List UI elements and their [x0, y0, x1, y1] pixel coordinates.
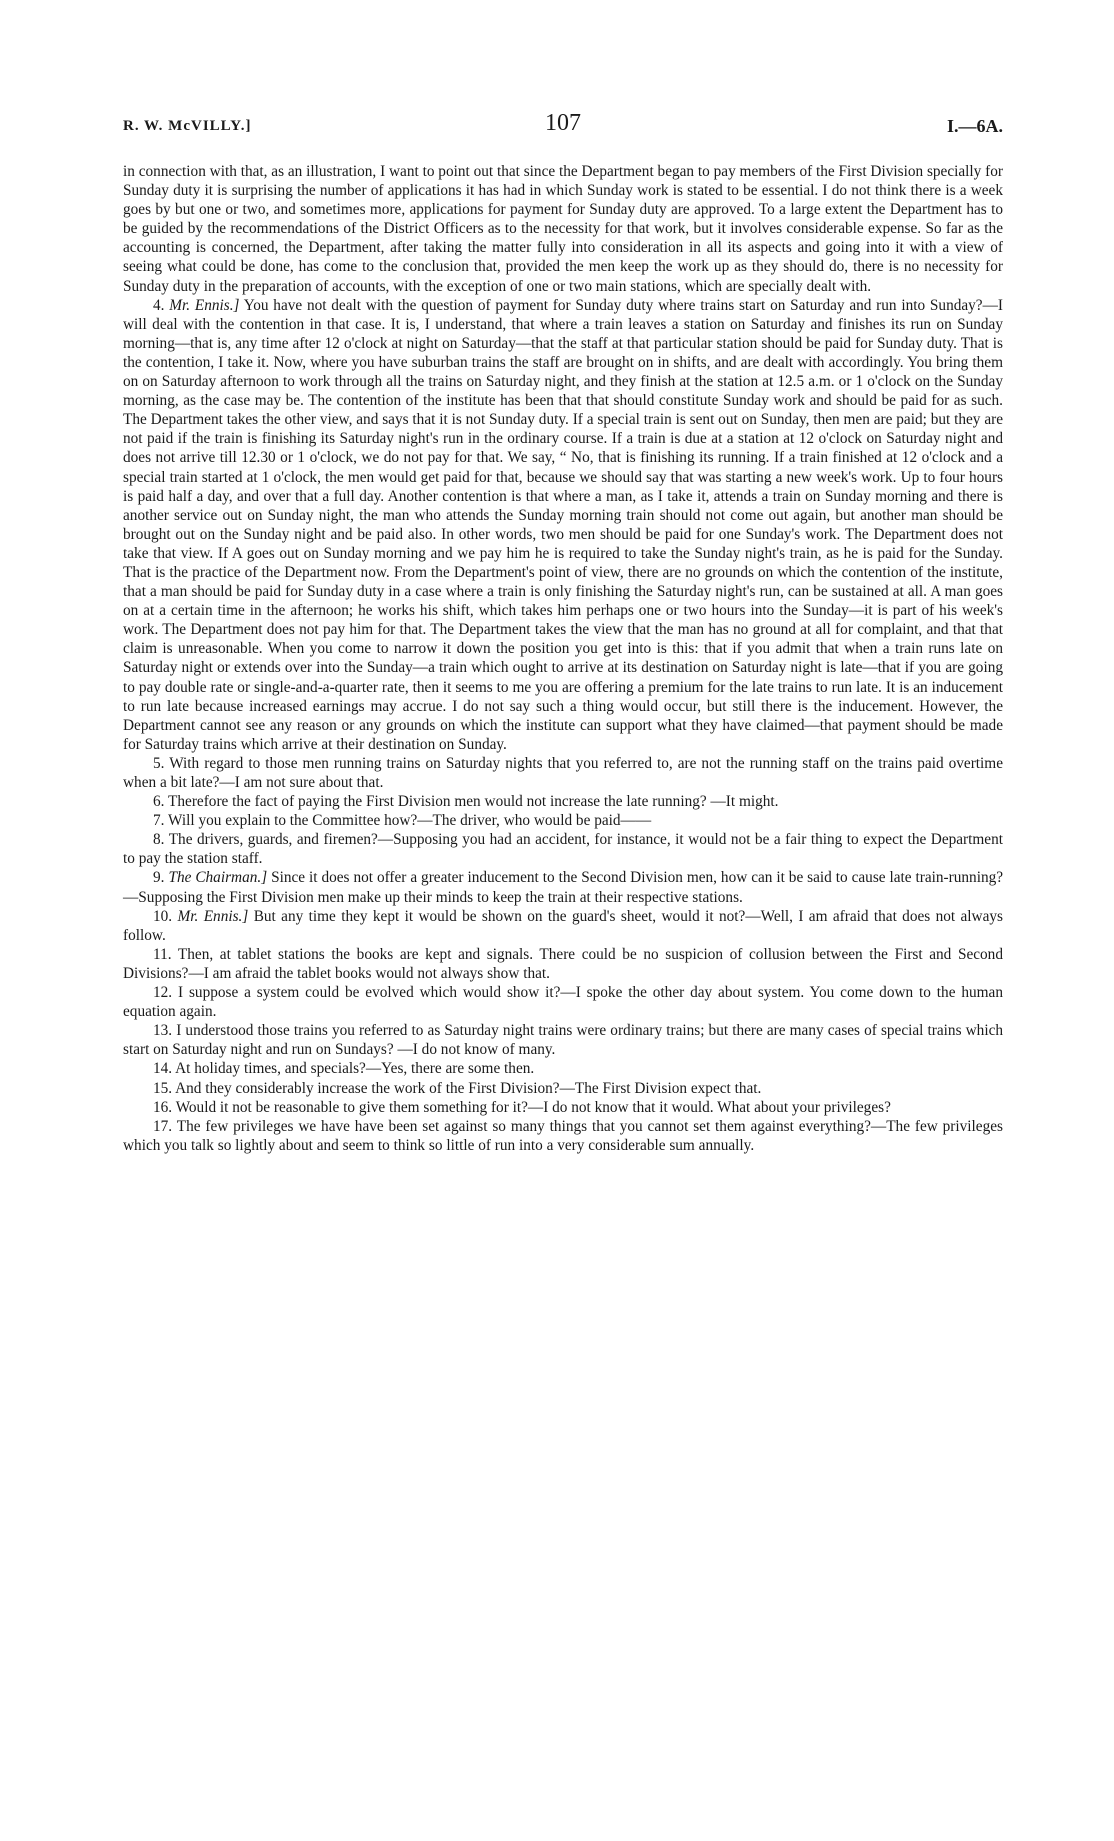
paragraph-text: With regard to those men running trains on Saturday nights that you referred to, are not the running staff on the trains paid overtime when a bit late?—I am not sure about that.	[123, 754, 1003, 791]
paragraph-text: in connection with that, as an illustration, I want to point out that since the Department began to pay members of the First Division specially for Sunday duty it is surprising the number of applications it has had in which Sunday work is stated to be essential. I do not think there is a week goes by but one or two, and sometimes more, applications for payment for Sunday duty are approved. To a large extent the Department has to be guided by the recommendations of the District Officers as to the necessity for that work, but it involves considerable expense. So far as the accounting is concerned, the Department, after taking the matter fully into consideration in all its aspects and going into it with a view of seeing what could be done, has come to the conclusion that, provided the men keep the work up as they should do, there is no necessity for Sunday duty in the preparation of accounts, with the exception of one or two main stations, which are specially dealt with.	[123, 163, 1003, 295]
paragraph-text: You have not dealt with the question of payment for Sunday duty where trains start on Saturday and run into Sunday?—I will deal with the contention in that case. It is, I understand, that where a train leaves a station on Saturday and finishes its run on Sunday morning—that is, any time after 12 o'clock at night on Saturday—that the staff at that particular station should be paid for Sunday duty. That is the contention, I take it. Now, where you have suburban trains the staff are brought on in shifts, and are dealt with accordingly. You bring them on on Saturday afternoon to work through all the trains on Saturday night, and they finish at the station at 12.5 a.m. or 1 o'clock on the Sunday morning, as the case may be. The contention of the institute has been that that should constitute Sunday work and should be paid for as such. The Department takes the other view, and says that it is not Sunday duty. If a special train is sent out on Sunday, then men are paid; but they are not paid if the train is finishing its Saturday night's run in the ordinary course. If a train is due at a station at 12 o'clock on Saturday night and does not arrive till 12.30 or 1 o'clock, we do not pay for that. We say, “ No, that is finishing its running. If a train finished at 12 o'clock and a special train started at 1 o'clock, the men would get paid for that, because we should say that was starting a new week's work. Up to four hours is paid half a day, and over that a full day. Another contention is that where a man, as I take it, attends a train on Sunday morning and there is another service out on Sunday night, the man who attends the Sunday morning train should not come out again, but another man should be brought out on the Sunday night and be paid also. In other words, two men should be paid for one Sunday's work. The Department does not take that view. If A goes out on Sunday morning and we pay him he is required to take the Sunday night's train, as he is paid for the Sunday. That is the practice of the Department now. From the Department's point of view, there are no grounds on which the contention of the institute, that a man should be paid for Sunday duty in a case where a train is only finishing the Saturday night's run, can be sustained at all. A man goes on at a certain time in the afternoon; he works his shift, which takes him perhaps one or two hours into the Sunday—it is part of his week's work. The Department does not pay him for that. The Department takes the view that the man has no ground at all for complaint, and that that claim is unreasonable. When you come to narrow it down the position you get into is this: that if you admit that when a train runs late on Saturday night or extends over into the Sunday—a train which ought to arrive at its destination on Saturday night is late—that if you are going to pay double rate or single-and-a-quarter rate, then it seems to me you are offering a premium for the late trains to run late. It is an inducement to run late because increased earnings may accrue. I do not say such a thing would occur, but still there is the inducement. However, the Department cannot see any reason or any grounds on which the institute can support what they have claimed—that payment should be made for Saturday trains which arrive at their destination on Sunday.	[123, 296, 1003, 753]
document-reference: I.—6A.	[946, 116, 1003, 136]
paragraph	[123, 830, 1003, 868]
header-witness-name: R. W. McVILLY.]	[123, 118, 252, 134]
paragraph-number: 9.	[153, 869, 165, 887]
paragraph	[123, 983, 1003, 1021]
paragraph-text: And they considerably increase the work of the First Division?—The First Division expect that.	[175, 1079, 762, 1097]
paragraph	[123, 907, 1003, 945]
paragraph	[123, 945, 1003, 983]
paragraph-text: The few privileges we have have been set against so many things that you cannot set them against everything?—The few privileges which you talk so lightly about and seem to think so little of run into a very considerable sum annually.	[123, 1117, 1003, 1154]
paragraph	[123, 792, 1003, 811]
paragraph	[123, 1059, 1003, 1078]
paragraph-number: 15.	[153, 1079, 173, 1097]
paragraph	[123, 754, 1003, 792]
paragraph-number: 4.	[153, 296, 165, 314]
paragraph	[123, 1098, 1003, 1117]
paragraph-text: I understood those trains you referred to as Saturday night trains were ordinary trains; but there are many cases of special trains which start on Saturday night and run on Sundays? —I do not know of many.	[123, 1022, 1004, 1059]
paragraph-number: 5.	[153, 754, 165, 772]
paragraph-text: Since it does not offer a greater inducement to the Second Division men, how can it be said to cause late train-running?—Supposing the First Division men make up their minds to keep the train at their respective stations.	[123, 869, 1004, 906]
speaker-label: The Chairman.]	[168, 869, 268, 887]
paragraph	[123, 296, 1003, 754]
document-page	[123, 110, 1003, 1155]
paragraph-text: Will you explain to the Committee how?—The driver, who would be paid——	[168, 812, 652, 830]
speaker-label: Mr. Ennis.]	[177, 907, 249, 925]
document-body	[123, 162, 1003, 1155]
paragraph-number: 16.	[153, 1098, 173, 1116]
paragraph-text: Would it not be reasonable to give them something for it?—I do not know that it would. What about your privileges?	[175, 1098, 891, 1116]
paragraph	[123, 868, 1003, 906]
page-number: 107	[545, 110, 581, 136]
paragraph-number: 14.	[153, 1060, 173, 1078]
paragraph-text: The drivers, guards, and firemen?—Supposing you had an accident, for instance, it would not be a fair thing to expect the Department to pay the station staff.	[123, 831, 1003, 868]
paragraph-number: 6.	[153, 793, 165, 811]
paragraph-number: 12.	[153, 984, 173, 1002]
paragraph	[123, 1117, 1003, 1155]
paragraph-number: 17.	[153, 1117, 173, 1135]
paragraph-number: 8.	[153, 831, 165, 849]
paragraph-number: 7.	[153, 812, 165, 830]
paragraph-number: 13.	[153, 1022, 173, 1040]
paragraph-text: But any time they kept it would be shown on the guard's sheet, would it not?—Well, I am afraid that does not always follow.	[123, 907, 1003, 944]
speaker-label: Mr. Ennis.]	[169, 296, 240, 314]
paragraph	[123, 811, 1003, 830]
page-header	[123, 110, 1003, 144]
paragraph-text: Therefore the fact of paying the First Division men would not increase the late running? —It might.	[168, 793, 779, 811]
paragraph-number: 11.	[153, 945, 172, 963]
paragraph	[123, 1021, 1003, 1059]
paragraph	[123, 1079, 1003, 1098]
paragraph-number: 10.	[153, 907, 173, 925]
paragraph-text: Then, at tablet stations the books are kept and signals. There could be no suspicion of collusion between the First and Second Divisions?—I am afraid the tablet books would not always show that.	[123, 945, 1003, 982]
paragraph-text: I suppose a system could be evolved which would show it?—I spoke the other day about system. You come down to the human equation again.	[123, 984, 1003, 1021]
paragraph	[123, 162, 1003, 296]
paragraph-text: At holiday times, and specials?—Yes, there are some then.	[175, 1060, 535, 1078]
